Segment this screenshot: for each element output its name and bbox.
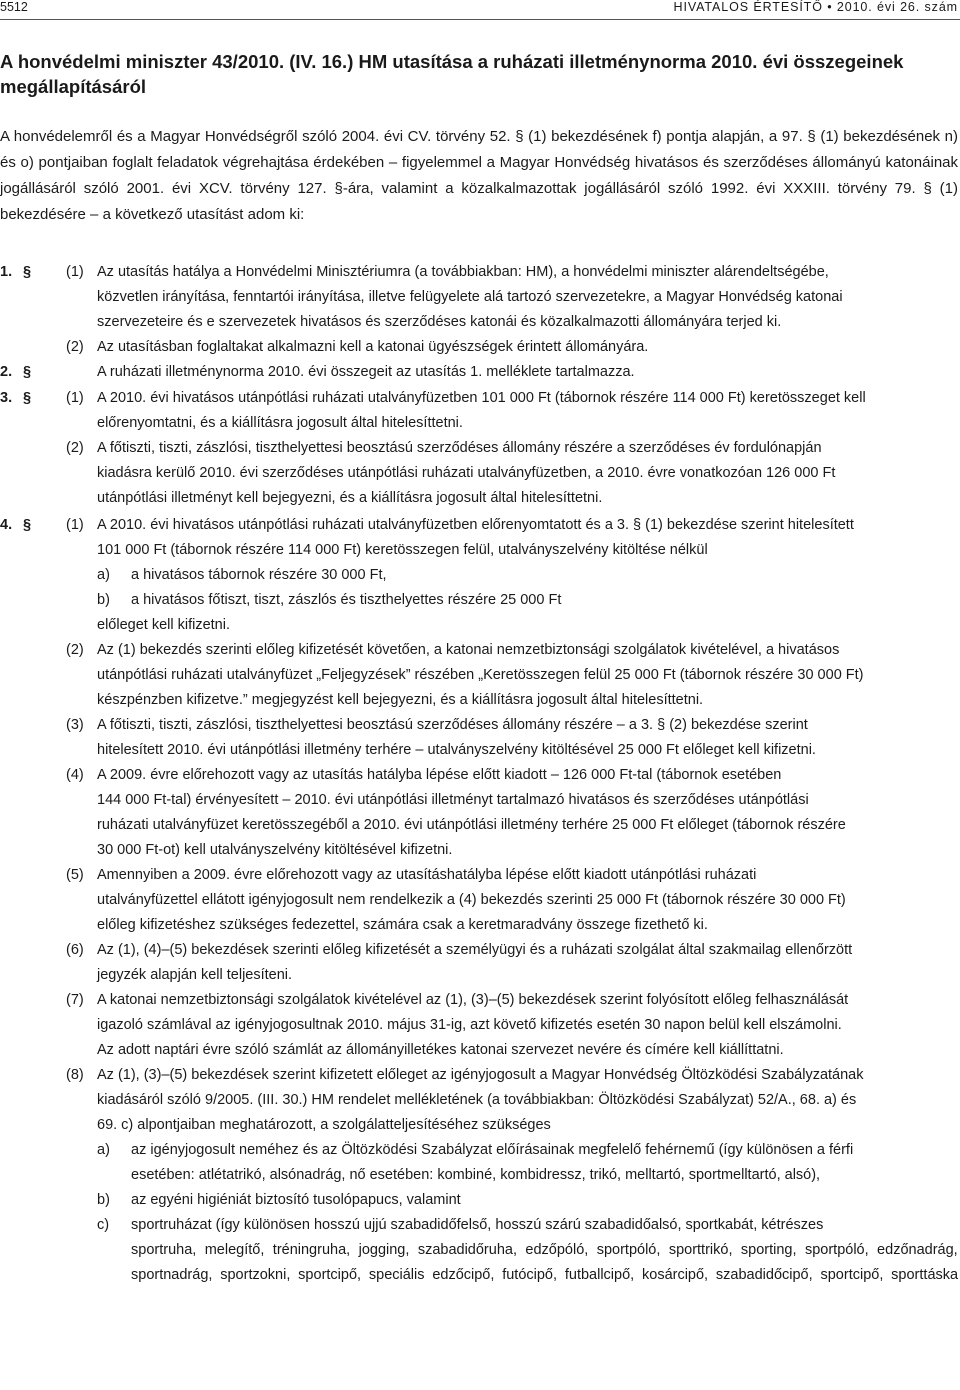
- paragraph-text: A 2009. évre előrehozott vagy az utasítás hatályba lépése előtt kiadott – 126 000 Ft-tal (tábornok esetében: [97, 767, 782, 783]
- paragraph-number: (1): [66, 264, 84, 280]
- paragraph-text: A főtiszti, tiszti, zászlósi, tiszthelyettesi beosztású szerződéses állomány részére a szerződéses év fordulónapján: [97, 440, 822, 456]
- section-sign: §: [23, 517, 32, 533]
- paragraph-text: jegyzék alapján kell teljesíteni.: [97, 967, 293, 983]
- paragraph-number: (8): [66, 1067, 84, 1083]
- paragraph-text: Az utasítás hatálya a Honvédelmi Minisztériumra (a továbbiakban: HM), a honvédelmi miniszter alárendeltségébe,: [97, 264, 829, 280]
- paragraph-text: Amennyiben a 2009. évre előrehozott vagy az utasításhatályba lépése előtt kiadott utánpótlási ruházati: [97, 867, 757, 883]
- running-title: HIVATALOS ÉRTESÍTŐ • 2010. évi 26. szám: [673, 0, 958, 14]
- paragraph-number: (2): [66, 440, 84, 456]
- document-title: A honvédelmi miniszter 43/2010. (IV. 16.) HM utasítása a ruházati illetménynorma 2010. évi összegeinek megállapításáról: [0, 51, 904, 97]
- paragraph-number: (4): [66, 767, 84, 783]
- paragraph-text: 101 000 Ft (tábornok részére 114 000 Ft) keretösszegen felül, utalványszelvény kitöltése nélkül: [97, 542, 708, 558]
- paragraph-number: (2): [66, 339, 84, 355]
- section-sign: §: [23, 390, 32, 406]
- item-text: az igényjogosult neméhez és az Öltözködési Szabályzat előírásainak megfelelő fehérnemű (így különösen a férfi: [131, 1142, 854, 1158]
- preamble: A honvédelemről és a Magyar Honvédségről szóló 2004. évi CV. törvény 52. § (1) bekezdésének f) pontja alapján, a 97. § (1) bekezdésének n) és o) pontjaiban foglalt feladatok végrehajtása érdekében – figyelemmel a Magyar Honvédség hivatásos és szerződéses állományú katonáinak jogállásáról szóló 2001. évi XCV. törvény 127. §-ára, valamint a közalkalmazottak jogállásáról szóló 1992. évi XXXIII. törvény 79. § (1) bekezdésére – a következő utasítást adom ki:: [0, 128, 958, 223]
- section-number: 1.: [0, 264, 13, 280]
- paragraph-text: utánpótlási illetményt kell bejegyezni, és a kiállításra jogosult által hitelesíttetni.: [97, 490, 603, 506]
- section-sign: §: [23, 264, 32, 280]
- paragraph-text: ruházati utalványfüzet keretösszegéből a 2010. évi utánpótlási illetmény terhére 25 000 Ft előleget (tábornok részére: [97, 817, 846, 833]
- paragraph-text: kiadásra kerülő 2010. évi szerződéses utánpótlási ruházati utalványfüzetben, a 2010. évre vonatkozóan 126 000 Ft: [97, 465, 836, 481]
- paragraph-number: (7): [66, 992, 84, 1008]
- paragraph-text: 30 000 Ft-ot) kell utalványszelvény kitöltésével kifizetni.: [97, 842, 453, 858]
- paragraph-number: (1): [66, 390, 84, 406]
- paragraph-text: kiadásáról szóló 9/2005. (III. 30.) HM rendelet mellékletének (a továbbiakban: Öltözködési Szabályzat) 52/A., 68. a) és: [97, 1092, 857, 1108]
- paragraph-text: 69. c) alpontjaiban meghatározott, a szolgálatteljesítéséhez szükséges: [97, 1117, 551, 1133]
- item-text: sportruházat (így különösen hosszú ujjú szabadidőfelső, hosszú szárú szabadidőalsó, sportkabát, kétrészes: [131, 1217, 824, 1233]
- paragraph-text: előleget kell kifizetni.: [97, 617, 230, 633]
- paragraph-text: előrenyomtatni, és a kiállításra jogosult által hitelesíttetni.: [97, 415, 463, 431]
- paragraph-text: A 2010. évi hivatásos utánpótlási ruházati utalványfüzetben 101 000 Ft (tábornok részére 114 000 Ft) keretösszeget kell: [97, 390, 866, 406]
- section-number: 2.: [0, 364, 13, 380]
- paragraph-text: A ruházati illetménynorma 2010. évi összegeit az utasítás 1. melléklete tartalmazza.: [97, 364, 635, 380]
- paragraph-text: utánpótlási ruházati utalványfüzet „Feljegyzések” részében „Keretösszegen felül 25 000 Ft (tábornok részére 30 000 Ft): [97, 667, 864, 683]
- item-text: sportruha, melegítő, tréningruha, jogging, szabadidőruha, edzőpóló, sportpóló, sporttrikó, sporting, sportpóló, edzőnadrág,: [131, 1242, 958, 1258]
- paragraph-text: Az adott naptári évre szóló számlát az állományilletékes katonai szervezet nevére és címére kell kiállíttatni.: [97, 1042, 784, 1058]
- paragraph-text: Az (1) bekezdés szerinti előleg kifizetését követően, a katonai nemzetbiztonsági szolgálatok kivételével, a hivatásos: [97, 642, 840, 658]
- item-text: sportnadrág, sportzokni, sportcipő, speciális edzőcipő, futócipő, futballcipő, kosárcipő, szabadidőcipő, sportcipő, sporttáska: [131, 1267, 959, 1283]
- paragraph-text: Az (1), (3)–(5) bekezdések szerint kifizetett előleget az igényjogosult a Magyar Honvédség Öltözködési Szabályzatának: [97, 1067, 864, 1083]
- paragraph-text: készpénzben kifizetve.” megjegyzést kell bejegyezni, és a kiállításra jogosult által hitelesíttetni.: [97, 692, 704, 708]
- item-text: esetében: atlétatrikó, alsónadrág, nő esetében: kombiné, kombidressz, trikó, melltartó, sportmelltartó, alsó),: [131, 1167, 821, 1183]
- item-letter: a): [97, 567, 110, 583]
- paragraph-text: A 2010. évi hivatásos utánpótlási ruházati utalványfüzetben előrenyomtatott és a 3. § (1) bekezdése szerint hitelesített: [97, 517, 854, 533]
- paragraph-number: (6): [66, 942, 84, 958]
- page-number: 5512: [0, 0, 28, 14]
- paragraph-number: (5): [66, 867, 84, 883]
- paragraph-text: A főtiszti, tiszti, zászlósi, tiszthelyettesi beosztású szerződéses állomány részére – a 3. § (2) bekezdése szerint: [97, 717, 808, 733]
- paragraph-text: utalványfüzettel ellátott igényjogosult nem rendelkezik a (4) bekezdés szerinti 25 000 Ft (tábornok részére 30 000 Ft): [97, 892, 846, 908]
- paragraph-number: (3): [66, 717, 84, 733]
- item-letter: c): [97, 1217, 110, 1233]
- section-number: 4.: [0, 517, 13, 533]
- item-text: a hivatásos főtiszt, tiszt, zászlós és tiszthelyettes részére 25 000 Ft: [131, 592, 562, 608]
- item-text: a hivatásos tábornok részére 30 000 Ft,: [131, 567, 387, 583]
- item-text: az egyéni higiéniát biztosító tusolópapucs, valamint: [131, 1192, 461, 1208]
- paragraph-number: (2): [66, 642, 84, 658]
- paragraph-text: igazoló számlával az igényjogosultnak 2010. május 31-ig, azt követő kifizetés esetén 30 napon belül kell elszámolni.: [97, 1017, 842, 1033]
- item-letter: b): [97, 1192, 110, 1208]
- paragraph-text: előleg kifizetéshez szükséges fedezettel, számára csak a keretmaradvány összege fizethető ki.: [97, 917, 708, 933]
- section-number: 3.: [0, 390, 13, 406]
- paragraph-text: Az (1), (4)–(5) bekezdések szerinti előleg kifizetését a személyügyi és a ruházati szolgálat által szakmailag ellenőrzött: [97, 942, 853, 958]
- paragraph-text: A katonai nemzetbiztonsági szolgálatok kivételével az (1), (3)–(5) bekezdések szerint folyósított előleg felhasználását: [97, 992, 849, 1008]
- item-letter: a): [97, 1142, 110, 1158]
- running-header: [0, 0, 960, 14]
- paragraph-text: Az utasításban foglaltakat alkalmazni kell a katonai ügyészségek érintett állományára.: [97, 339, 649, 355]
- paragraph-text: 144 000 Ft-tal) érvényesített – 2010. évi utánpótlási illetményt tartalmazó hivatásos és szerződéses utánpótlási: [97, 792, 809, 808]
- paragraph-text: közvetlen irányítása, fenntartói irányítása, illetve felügyelete alá tartozó szervezetekre, a Magyar Honvédség katonai: [97, 289, 843, 305]
- section-sign: §: [23, 364, 32, 380]
- item-letter: b): [97, 592, 110, 608]
- paragraph-text: szervezeteire és e szervezetek hivatásos és szerződéses katonái és közalkalmazotti állományára terjed ki.: [97, 314, 782, 330]
- header-rule: [0, 19, 960, 20]
- paragraph-text: hitelesített 2010. évi utánpótlási illetmény terhére – utalványszelvény kitöltésével 25 000 Ft előleget kell kifizetni.: [97, 742, 816, 758]
- paragraph-number: (1): [66, 517, 84, 533]
